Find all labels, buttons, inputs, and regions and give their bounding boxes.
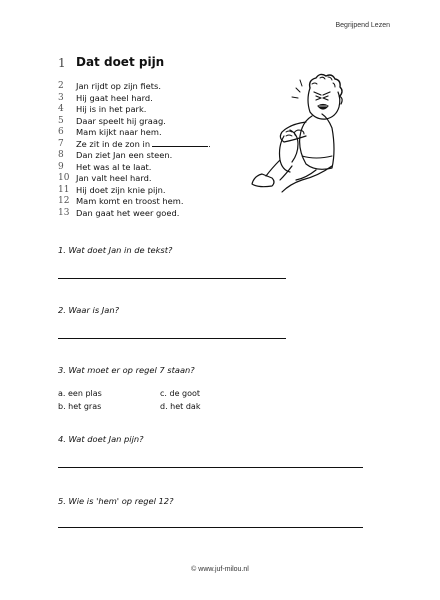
line-number: 4 <box>58 104 64 114</box>
line-number: 7 <box>58 138 64 149</box>
line-text: Hij gaat heel hard. <box>76 92 153 103</box>
answer-line-5[interactable] <box>58 527 363 528</box>
line-text: Hij doet zijn knie pijn. <box>76 184 166 195</box>
line-number: 6 <box>58 127 64 137</box>
line-number: 8 <box>58 150 64 160</box>
line-text: Dan ziet Jan een steen. <box>76 150 173 160</box>
line-text: Jan rijdt op zijn fiets. <box>76 81 161 91</box>
line-text: Ze zit in de zon in <box>76 138 151 149</box>
title-line-number: 1 <box>58 56 66 70</box>
line-number: 12 <box>58 196 70 206</box>
injured-boy-knee-illustration <box>240 66 350 206</box>
line-number: 10 <box>58 173 70 183</box>
line-text: Het was al te laat. <box>76 161 152 172</box>
line-number: 2 <box>58 81 64 91</box>
question-2: 2. Waar is Jan? <box>58 305 119 315</box>
line-text: Daar speelt hij graag. <box>76 115 166 126</box>
option-b[interactable]: b. het gras <box>58 402 102 411</box>
fill-in-blank <box>152 140 208 147</box>
line-text: Jan valt heel hard. <box>76 173 152 183</box>
option-d[interactable]: d. het dak <box>160 402 201 411</box>
question-5: 5. Wie is 'hem' op regel 12? <box>58 496 174 506</box>
line-text: Mam kijkt naar hem. <box>76 127 162 137</box>
question-3: 3. Wat moet er op regel 7 staan? <box>58 365 195 375</box>
line-text: Dan gaat het weer goed. <box>76 207 180 218</box>
subject-header: Begrijpend Lezen <box>335 22 390 29</box>
answer-line-2[interactable] <box>58 338 286 339</box>
line-text: Hij is in het park. <box>76 104 147 114</box>
line-suffix: . <box>208 138 211 149</box>
footer-copyright: © www.juf-milou.nl <box>191 566 249 573</box>
question-1: 1. Wat doet Jan in de tekst? <box>58 245 173 255</box>
answer-line-4[interactable] <box>58 467 363 468</box>
answer-line-1[interactable] <box>58 278 286 279</box>
line-text: Mam komt en troost hem. <box>76 196 184 206</box>
option-c[interactable]: c. de goot <box>160 389 201 398</box>
line-number: 11 <box>58 184 70 195</box>
line-number: 13 <box>58 207 70 218</box>
line-number: 9 <box>58 161 64 172</box>
line-number: 5 <box>58 115 64 126</box>
line-text-with-blank <box>76 139 211 149</box>
question-4: 4. Wat doet Jan pijn? <box>58 434 144 444</box>
title-text: Dat doet pijn <box>76 55 165 69</box>
option-a[interactable]: a. een plas <box>58 389 102 398</box>
line-number: 3 <box>58 92 64 103</box>
